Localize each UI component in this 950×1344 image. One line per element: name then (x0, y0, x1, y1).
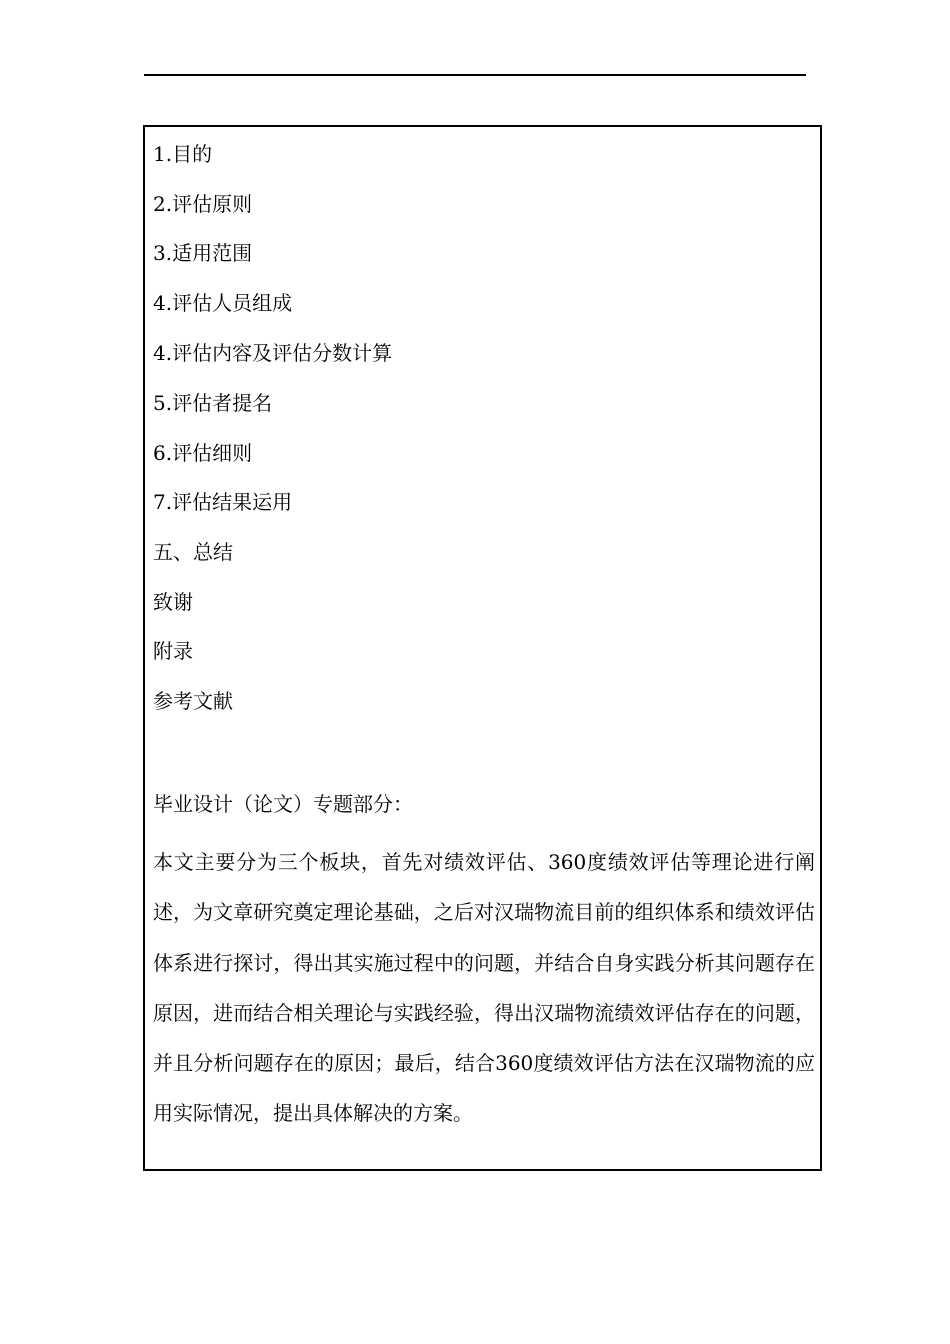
content-box (143, 125, 822, 1171)
toc-item-appendix: 附录 (153, 639, 193, 663)
toc-item-scope: 3.适用范围 (153, 241, 253, 265)
summary-body: 本文主要分为三个板块，首先对绩效评估、360度绩效评估等理论进行阐述，为文章研究奠定理论基础，之后对汉瑞物流目前的组织体系和绩效评估体系进行探讨，得出其实施过程中的问题，并结合自身实践分析其问题存在原因，进而结合相关理论与实践经验，得出汉瑞物流绩效评估存在的问题，并且分析问题存在的原因；最后，结合360度绩效评估方法在汉瑞物流的应用实际情况，提出具体解决的方案。 (153, 850, 815, 1126)
toc-item-results: 7.评估结果运用 (153, 490, 293, 514)
toc-item-acknowledgements: 致谢 (153, 590, 193, 614)
toc-item-content-scoring: 4.评估内容及评估分数计算 (153, 341, 393, 365)
summary-heading: 毕业设计（论文）专题部分： (153, 792, 413, 816)
toc-item-rules: 6.评估细则 (153, 441, 253, 465)
toc-item-nomination: 5.评估者提名 (153, 391, 273, 415)
toc-item-evaluators: 4.评估人员组成 (153, 291, 293, 315)
toc-item-purpose: 1.目的 (153, 142, 213, 166)
toc-item-principles: 2.评估原则 (153, 192, 253, 216)
header-rule (144, 74, 806, 76)
toc-item-conclusion: 五、总结 (153, 540, 233, 564)
toc-item-references: 参考文献 (153, 689, 233, 713)
